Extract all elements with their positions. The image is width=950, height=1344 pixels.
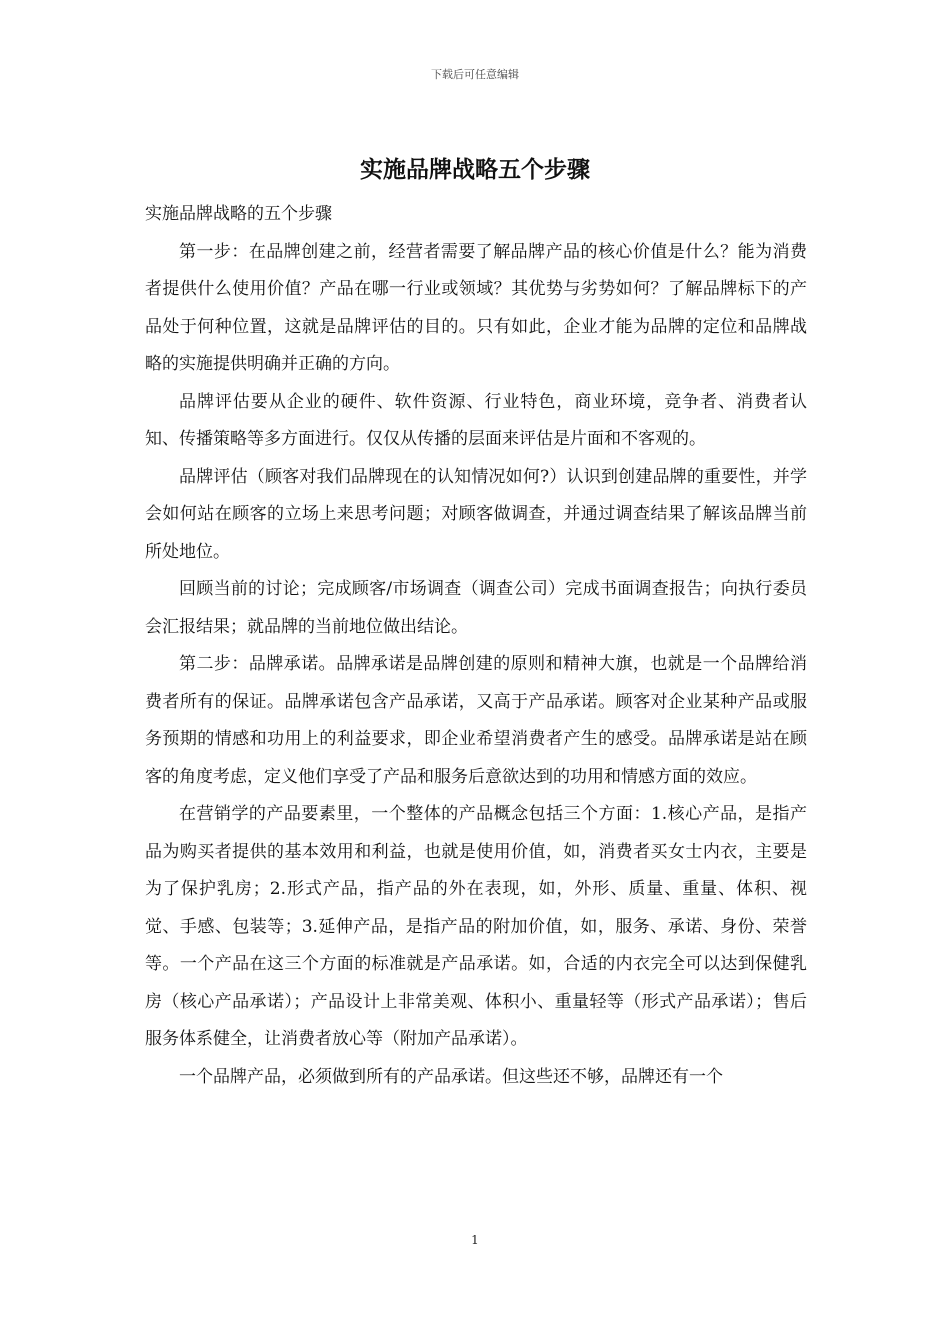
- page-number: 1: [471, 1233, 479, 1247]
- paragraph-step-two: 第二步：品牌承诺。品牌承诺是品牌创建的原则和精神大旗，也就是一个品牌给消费者所有的保证。品牌承诺包含产品承诺，又高于产品承诺。顾客对企业某种产品或服务预期的情感和功用上的利益要求，即企业希望消费者产生的感受。品牌承诺是站在顾客的角度考虑，定义他们享受了产品和服务后意欲达到的功用和情感方面的效应。: [145, 654, 807, 787]
- document-title: 实施品牌战略五个步骤: [360, 156, 590, 183]
- document-body: [145, 196, 807, 1096]
- paragraph-product-elements: 在营销学的产品要素里，一个整体的产品概念包括三个方面：1.核心产品，是指产品为购买者提供的基本效用和利益，也就是使用价值，如，消费者买女士内衣，主要是为了保护乳房；2.形式产品，指产品的外在表现，如，外形、质量、重量、体积、视觉、手感、包装等；3.延伸产品，是指产品的附加价值，如，服务、承诺、身份、荣誉等。一个产品在这三个方面的标准就是产品承诺。如，合适的内衣完全可以达到保健乳房（核心产品承诺）；产品设计上非常美观、体积小、重量轻等（形式产品承诺）；售后服务体系健全，让消费者放心等（附加产品承诺）。: [145, 804, 807, 1049]
- paragraph-review: 回顾当前的讨论；完成顾客/市场调查（调查公司）完成书面调查报告；向执行委员会汇报结果；就品牌的当前地位做出结论。: [145, 579, 807, 637]
- document-subtitle: 实施品牌战略的五个步骤: [145, 204, 332, 224]
- paragraph-step-one: 第一步：在品牌创建之前，经营者需要了解品牌产品的核心价值是什么？能为消费者提供什么使用价值？产品在哪一行业或领域？其优势与劣势如何？了解品牌标下的产品处于何种位置，这就是品牌评估的目的。只有如此，企业才能为品牌的定位和品牌战略的实施提供明确并正确的方向。: [145, 241, 807, 374]
- paragraph-customer-perception: 品牌评估（顾客对我们品牌现在的认知情况如何?）认识到创建品牌的重要性，并学会如何站在顾客的立场上来思考问题；对顾客做调查，并通过调查结果了解该品牌当前所处地位。: [145, 466, 807, 562]
- paragraph-brand-assessment: 品牌评估要从企业的硬件、软件资源、行业特色，商业环境，竞争者、消费者认知、传播策略等多方面进行。仅仅从传播的层面来评估是片面和不客观的。: [145, 391, 807, 449]
- paragraph-brand-product: 一个品牌产品，必须做到所有的产品承诺。但这些还不够，品牌还有一个: [179, 1066, 723, 1087]
- header-note: 下载后可任意编辑: [431, 68, 519, 81]
